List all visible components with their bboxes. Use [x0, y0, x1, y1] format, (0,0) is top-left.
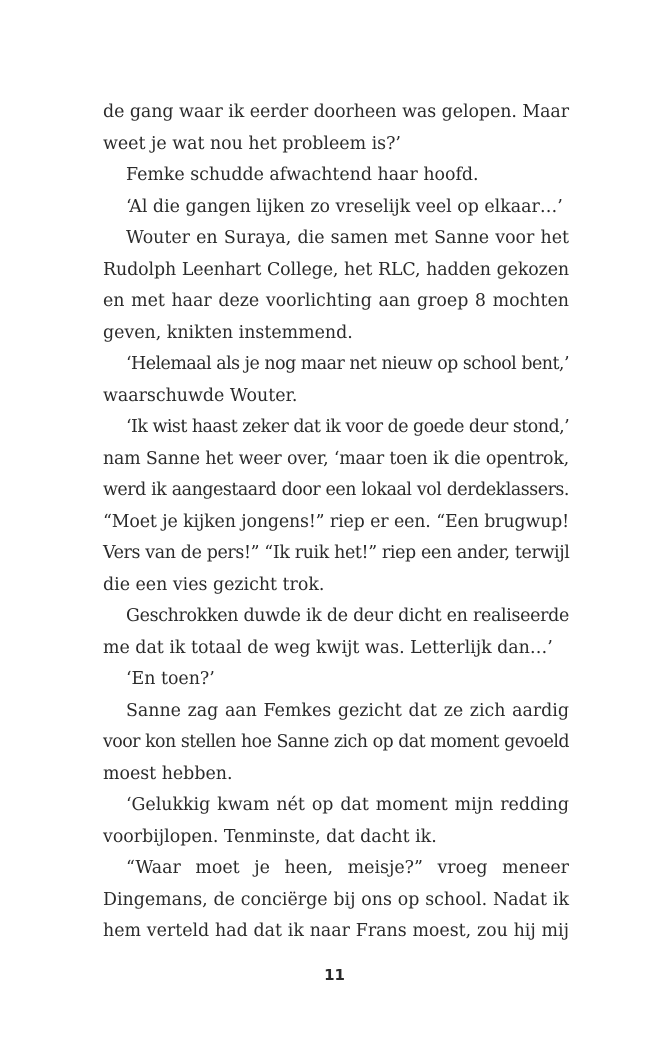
text-line: Rudolph Leenhart College, het RLC, hadden gekozen	[103, 259, 569, 280]
text-line: Vers van de pers!” “Ik ruik het!” riep een ander, terwijl	[103, 543, 570, 563]
text-line: me dat ik totaal de weg kwijt was. Letterlijk dan…’	[103, 637, 553, 658]
text-line: nam Sanne het weer over, ‘maar toen ik die opentrok,	[103, 448, 569, 469]
text-line: de gang waar ik eerder doorheen was gelopen. Maar	[103, 102, 569, 122]
text-line: hem verteld had dat ik naar Frans moest, zou hij mij	[103, 921, 569, 941]
page-number: 11	[324, 966, 345, 984]
text-line: en met haar deze voorlichting aan groep 8 mochten	[103, 291, 569, 311]
text-line: moest hebben.	[103, 763, 233, 784]
text-line: voor kon stellen hoe Sanne zich op dat moment gevoeld	[103, 732, 569, 752]
text-line: ‘Helemaal als je nog maar net nieuw op school bent,’	[126, 354, 569, 374]
text-line: voorbijlopen. Tenminste, dat dacht ik.	[103, 826, 437, 847]
text-line: waarschuwde Wouter.	[103, 385, 298, 406]
text-line: ‘Gelukkig kwam nét op dat moment mijn redding	[126, 795, 569, 815]
text-line: geven, knikten instemmend.	[103, 322, 353, 343]
text-line: Wouter en Suraya, die samen met Sanne voor het	[126, 228, 569, 248]
body-text	[103, 97, 569, 948]
text-line: Sanne zag aan Femkes gezicht dat ze zich aardig	[126, 700, 569, 721]
text-line: ‘Ik wist haast zeker dat ik voor de goede deur stond,’	[126, 417, 570, 437]
text-line: werd ik aangestaard door een lokaal vol derdeklassers.	[103, 480, 569, 500]
text-line: Dingemans, de conciërge bij ons op school. Nadat ik	[103, 889, 569, 910]
text-line: weet je wat nou het probleem is?’	[103, 133, 401, 154]
text-line: “Waar moet je heen, meisje?” vroeg meneer	[126, 858, 569, 878]
text-line: ‘En toen?’	[126, 669, 215, 689]
text-line: “Moet je kijken jongens!” riep er een. “Een brugwup!	[103, 511, 569, 532]
text-line: Femke schudde afwachtend haar hoofd.	[126, 165, 479, 185]
text-line: Geschrokken duwde ik de deur dicht en realiseerde	[126, 606, 569, 626]
text-line: ‘Al die gangen lijken zo vreselijk veel op elkaar…’	[126, 196, 563, 217]
text-line: die een vies gezicht trok.	[103, 574, 325, 595]
